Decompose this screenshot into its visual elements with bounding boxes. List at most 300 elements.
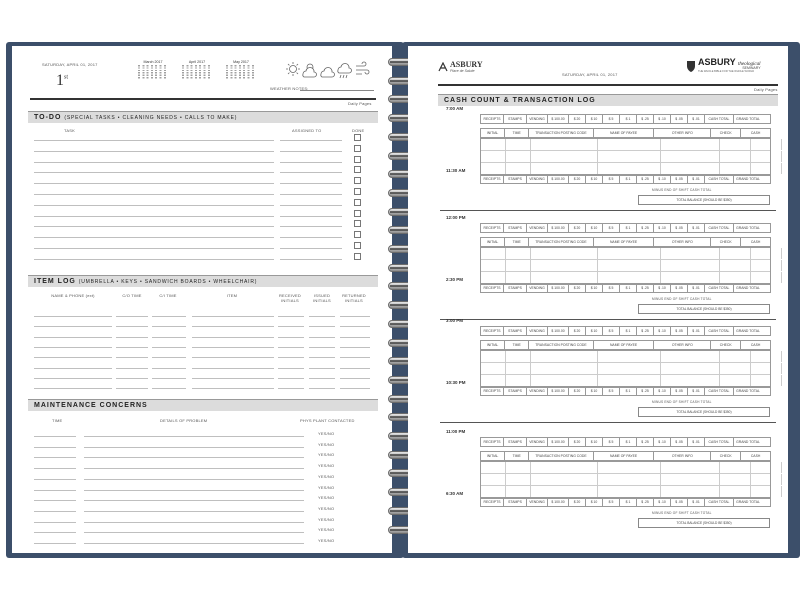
- item-log-cell-line[interactable]: [278, 368, 304, 369]
- count-col-label: STAMPS: [504, 284, 527, 292]
- txn-col-label: CHECK: [711, 129, 741, 137]
- minus-shift-label: MINUS END OF SHIFT CASH TOTAL: [652, 188, 712, 192]
- count-col-label: $ .25: [637, 438, 654, 446]
- maint-yes-no[interactable]: YES/NO: [318, 516, 335, 522]
- count-col-label: $ 10: [586, 284, 603, 292]
- todo-task-line[interactable]: [34, 172, 274, 173]
- count-col-label: $ .05: [671, 438, 688, 446]
- count-col-label: STAMPS: [504, 175, 527, 183]
- maint-yes-no[interactable]: YES/NO: [318, 484, 335, 490]
- todo-task-line[interactable]: [34, 259, 274, 260]
- item-log-cell-line[interactable]: [116, 326, 148, 327]
- txn-col-label: CASH: [750, 240, 761, 244]
- txn-col-label: INITIAL: [481, 129, 505, 137]
- total-balance-box[interactable]: TOTAL BALANCE (SHOULD BE $350): [638, 304, 770, 314]
- item-log-cell-line[interactable]: [278, 388, 304, 389]
- maint-details-line[interactable]: [84, 543, 304, 544]
- todo-task-line[interactable]: [34, 183, 274, 184]
- txn-col-label: CHECK: [711, 452, 741, 460]
- cash-count-header: CASH COUNT & TRANSACTION LOG: [438, 94, 778, 106]
- count-col-label: $ 10: [586, 115, 603, 123]
- count-col-label: $ 10: [586, 327, 603, 335]
- cloud-icon: [321, 67, 335, 77]
- count-col-label: STAMPS: [504, 115, 527, 123]
- wind-icon: [356, 62, 369, 74]
- todo-task-line[interactable]: [34, 140, 274, 141]
- maintenance-header: MAINTENANCE CONCERNS: [28, 399, 378, 411]
- count-col-label: GRAND TOTAL: [736, 226, 760, 230]
- count-col-label: $ 20: [569, 224, 586, 232]
- todo-assigned-line[interactable]: [280, 140, 342, 141]
- maint-yes-no[interactable]: YES/NO: [318, 452, 335, 458]
- weather-icons: [284, 60, 370, 80]
- count-col-label: $ .01: [688, 498, 705, 506]
- item-log-cell-line[interactable]: [309, 388, 335, 389]
- item-log-cell-line[interactable]: [278, 378, 304, 379]
- maint-yes-no[interactable]: YES/NO: [318, 495, 335, 501]
- count-col-label: VENDING: [527, 175, 548, 183]
- count-col-label: $ .25: [637, 175, 654, 183]
- item-log-cell-line[interactable]: [309, 378, 335, 379]
- shift-block: [480, 437, 771, 547]
- maint-time-line[interactable]: [34, 457, 76, 458]
- sun-icon: [286, 62, 300, 76]
- count-col-label: $ 20: [569, 284, 586, 292]
- maint-yes-no[interactable]: YES/NO: [318, 441, 335, 447]
- count-col-label: $ .05: [671, 327, 688, 335]
- transaction-header: [480, 128, 771, 138]
- txn-col-label: TIME: [505, 238, 529, 246]
- todo-done-checkbox[interactable]: [354, 199, 361, 206]
- count-col-label: $ 100.00: [548, 438, 569, 446]
- todo-task-line[interactable]: [34, 205, 274, 206]
- total-balance-box[interactable]: TOTAL BALANCE (SHOULD BE $350): [638, 407, 770, 417]
- start-count-header: [480, 437, 771, 447]
- shift-start-time: 7:00 AM: [446, 106, 464, 111]
- item-log-cell-line[interactable]: [192, 337, 274, 338]
- transaction-row[interactable]: [481, 351, 770, 363]
- item-log-cell-line[interactable]: [34, 316, 112, 317]
- count-col-label: $ .25: [637, 284, 654, 292]
- item-log-cell-line[interactable]: [278, 337, 304, 338]
- partly-cloudy-icon: [303, 64, 317, 77]
- maint-time-line[interactable]: [34, 500, 76, 501]
- count-col-label: GRAND TOTAL: [736, 329, 760, 333]
- maint-time-line[interactable]: [34, 436, 76, 437]
- transaction-row[interactable]: [481, 139, 770, 151]
- item-log-cell-line[interactable]: [34, 357, 112, 358]
- count-col-label: CASH TOTAL: [705, 175, 734, 183]
- item-log-cell-line[interactable]: [116, 357, 148, 358]
- item-log-cell-line[interactable]: [278, 347, 304, 348]
- count-col-label: $ .01: [688, 327, 705, 335]
- count-col-label: STAMPS: [504, 387, 527, 395]
- count-col-label: $ 5: [603, 438, 620, 446]
- count-col-label: $ 1: [620, 498, 637, 506]
- todo-assigned-line[interactable]: [280, 183, 342, 184]
- count-col-label: $ 100.00: [548, 327, 569, 335]
- count-col-label: $ 1: [620, 175, 637, 183]
- item-log-cell-line[interactable]: [116, 368, 148, 369]
- txn-col-label: TRANSACTION POSTING CODE: [529, 129, 594, 137]
- todo-header: TO-DO (SPECIAL TASKS • CLEANING NEEDS • CALLS TO MAKE): [28, 111, 378, 123]
- count-col-label: $ .10: [654, 387, 671, 395]
- txn-col-label: INITIAL: [481, 452, 505, 460]
- count-col-label: $ 1: [620, 284, 637, 292]
- count-col-label: CASH TOTAL: [705, 284, 734, 292]
- todo-assigned-line[interactable]: [280, 237, 342, 238]
- transaction-row[interactable]: [481, 260, 770, 272]
- todo-assigned-line[interactable]: [280, 162, 342, 163]
- item-col-item: ITEM: [226, 293, 238, 298]
- item-log-cell-line[interactable]: [309, 357, 335, 358]
- maint-yes-no[interactable]: YES/NO: [318, 505, 335, 511]
- todo-assigned-line[interactable]: [280, 172, 342, 173]
- count-col-label: RECEIPTS: [481, 115, 504, 123]
- transaction-row[interactable]: [481, 474, 770, 486]
- txn-col-label: OTHER INFO: [654, 129, 711, 137]
- transaction-row[interactable]: [481, 363, 770, 375]
- todo-done-checkbox[interactable]: [354, 166, 361, 173]
- count-col-label: RECEIPTS: [481, 284, 504, 292]
- total-balance-box[interactable]: TOTAL BALANCE (SHOULD BE $350): [638, 518, 770, 528]
- total-balance-box[interactable]: TOTAL BALANCE (SHOULD BE $350): [638, 195, 770, 205]
- todo-done-checkbox[interactable]: [354, 177, 361, 184]
- rain-cloud-icon: [338, 63, 352, 78]
- todo-assigned-line[interactable]: [280, 194, 342, 195]
- minus-shift-label: MINUS END OF SHIFT CASH TOTAL: [652, 400, 712, 404]
- count-col-label: GRAND TOTAL: [736, 389, 760, 393]
- txn-col-label: CHECK: [711, 238, 741, 246]
- transaction-grid[interactable]: [480, 461, 771, 499]
- count-col-label: $ 5: [603, 175, 620, 183]
- todo-assigned-line[interactable]: [280, 226, 342, 227]
- item-col-co-time: C/O TIME: [122, 293, 142, 298]
- item-log-cell-line[interactable]: [278, 357, 304, 358]
- item-log-cell-line[interactable]: [340, 347, 370, 348]
- count-col-label: CASH TOTAL: [705, 224, 734, 232]
- todo-col-done: DONE: [352, 128, 365, 133]
- shift-block: [480, 223, 771, 333]
- asbury-a-icon: [438, 62, 448, 72]
- count-col-label: $ .01: [688, 438, 705, 446]
- count-col-label: $ 5: [603, 498, 620, 506]
- item-log-cell-line[interactable]: [278, 316, 304, 317]
- end-count-header: [480, 497, 771, 507]
- minus-shift-label: MINUS END OF SHIFT CASH TOTAL: [652, 511, 712, 515]
- count-col-label: $ 20: [569, 327, 586, 335]
- txn-col-label: TIME: [505, 341, 529, 349]
- maint-details-line[interactable]: [84, 457, 304, 458]
- maint-time-line[interactable]: [34, 479, 76, 480]
- todo-done-checkbox[interactable]: [354, 156, 361, 163]
- count-col-label: $ .01: [688, 224, 705, 232]
- count-col-label: $ 1: [620, 438, 637, 446]
- todo-done-checkbox[interactable]: [354, 253, 361, 260]
- maint-details-line[interactable]: [84, 490, 304, 491]
- todo-done-checkbox[interactable]: [354, 242, 361, 249]
- transaction-grid[interactable]: [480, 247, 771, 285]
- item-log-cell-line[interactable]: [116, 337, 148, 338]
- count-col-label: $ 10: [586, 175, 603, 183]
- item-log-cell-line[interactable]: [309, 368, 335, 369]
- item-log-cell-line[interactable]: [116, 388, 148, 389]
- count-col-label: CASH TOTAL: [705, 387, 734, 395]
- maint-details-line[interactable]: [84, 447, 304, 448]
- item-log-cell-line[interactable]: [309, 326, 335, 327]
- count-col-label: GRAND TOTAL: [736, 177, 760, 181]
- shift-separator: [440, 422, 776, 423]
- todo-task-line[interactable]: [34, 226, 274, 227]
- maint-details-line[interactable]: [84, 500, 304, 501]
- maint-yes-no[interactable]: YES/NO: [318, 527, 335, 533]
- count-col-label: GRAND TOTAL: [736, 117, 760, 121]
- count-col-label: $ .05: [671, 224, 688, 232]
- txn-col-label: NAME OF PAYEE: [594, 238, 655, 246]
- count-col-label: RECEIPTS: [481, 438, 504, 446]
- count-col-label: $ .05: [671, 284, 688, 292]
- shield-icon: [686, 60, 696, 72]
- count-col-label: $ .01: [688, 284, 705, 292]
- item-log-cell-line[interactable]: [152, 347, 186, 348]
- maint-yes-no[interactable]: YES/NO: [318, 431, 335, 436]
- count-col-label: $ 10: [586, 224, 603, 232]
- todo-task-line[interactable]: [34, 194, 274, 195]
- shift-start-time: 12:00 PM: [446, 215, 466, 220]
- count-col-label: RECEIPTS: [481, 498, 504, 506]
- count-col-label: VENDING: [527, 498, 548, 506]
- mini-calendar-march: March 2017: [138, 60, 168, 80]
- item-log-cell-line[interactable]: [340, 316, 370, 317]
- maint-time-line[interactable]: [34, 511, 76, 512]
- txn-col-label: OTHER INFO: [654, 238, 711, 246]
- todo-col-task: TASK: [64, 128, 75, 133]
- item-log-cell-line[interactable]: [116, 378, 148, 379]
- todo-assigned-line[interactable]: [280, 259, 342, 260]
- item-log-cell-line[interactable]: [34, 378, 112, 379]
- maint-yes-no[interactable]: YES/NO: [318, 463, 335, 469]
- maint-details-line[interactable]: [84, 436, 304, 437]
- transaction-row[interactable]: [481, 151, 770, 163]
- count-col-label: $ 20: [569, 438, 586, 446]
- count-col-label: $ 10: [586, 498, 603, 506]
- start-count-header: [480, 326, 771, 336]
- maint-details-line[interactable]: [84, 532, 304, 533]
- transaction-grid[interactable]: [480, 350, 771, 388]
- todo-done-checkbox[interactable]: [354, 145, 361, 152]
- item-log-cell-line[interactable]: [34, 347, 112, 348]
- item-log-cell-line[interactable]: [34, 326, 112, 327]
- end-count-header: [480, 174, 771, 184]
- minus-shift-label: MINUS END OF SHIFT CASH TOTAL: [652, 297, 712, 301]
- count-col-label: $ .10: [654, 498, 671, 506]
- count-col-label: $ .10: [654, 115, 671, 123]
- item-log-cell-line[interactable]: [34, 388, 112, 389]
- count-col-label: $ .01: [688, 175, 705, 183]
- item-log-cell-line[interactable]: [278, 326, 304, 327]
- maint-time-line[interactable]: [34, 532, 76, 533]
- maint-details-line[interactable]: [84, 511, 304, 512]
- maint-yes-no[interactable]: YES/NO: [318, 473, 335, 479]
- item-log-cell-line[interactable]: [340, 326, 370, 327]
- item-log-cell-line[interactable]: [116, 347, 148, 348]
- maint-details-line[interactable]: [84, 468, 304, 469]
- shift-end-time: 2:30 PM: [446, 277, 464, 282]
- count-col-label: $ .05: [671, 498, 688, 506]
- maint-time-line[interactable]: [34, 468, 76, 469]
- todo-done-checkbox[interactable]: [354, 188, 361, 195]
- count-col-label: $ 20: [569, 175, 586, 183]
- mini-calendar-may: May 2017: [226, 60, 256, 80]
- count-col-label: VENDING: [527, 115, 548, 123]
- shift-start-time: 11:00 PM: [446, 429, 466, 434]
- todo-task-line[interactable]: [34, 216, 274, 217]
- count-col-label: $ .01: [688, 387, 705, 395]
- count-col-label: $ 20: [569, 498, 586, 506]
- item-col-issued: ISSUED INITIALS: [313, 293, 331, 303]
- end-count-header: [480, 386, 771, 396]
- todo-task-line[interactable]: [34, 248, 274, 249]
- daily-pages-label: Daily Pages: [348, 101, 372, 106]
- count-col-label: $ 1: [620, 327, 637, 335]
- item-log-cell-line[interactable]: [192, 368, 274, 369]
- count-col-label: $ .10: [654, 327, 671, 335]
- count-col-label: $ .25: [637, 327, 654, 335]
- todo-assigned-line[interactable]: [280, 151, 342, 152]
- item-log-cell-line[interactable]: [192, 388, 274, 389]
- maint-time-line[interactable]: [34, 543, 76, 544]
- maint-details-line[interactable]: [84, 522, 304, 523]
- item-log-cell-line[interactable]: [340, 357, 370, 358]
- todo-done-checkbox[interactable]: [354, 231, 361, 238]
- maint-time-line[interactable]: [34, 447, 76, 448]
- item-log-cell-line[interactable]: [152, 326, 186, 327]
- item-log-cell-line[interactable]: [192, 347, 274, 348]
- count-col-label: $ .10: [654, 438, 671, 446]
- item-log-cell-line[interactable]: [34, 368, 112, 369]
- item-log-cell-line[interactable]: [309, 347, 335, 348]
- txn-col-label: TIME: [505, 129, 529, 137]
- todo-assigned-line[interactable]: [280, 248, 342, 249]
- item-log-cell-line[interactable]: [340, 337, 370, 338]
- maint-col-contacted: PHYS PLANT CONTACTED: [300, 418, 355, 423]
- mini-calendar-april: April 2017: [182, 60, 212, 80]
- transaction-row[interactable]: [481, 462, 770, 474]
- todo-assigned-line[interactable]: [280, 216, 342, 217]
- count-col-label: $ .25: [637, 387, 654, 395]
- item-log-cell-line[interactable]: [34, 337, 112, 338]
- todo-task-line[interactable]: [34, 162, 274, 163]
- maint-time-line[interactable]: [34, 522, 76, 523]
- item-log-cell-line[interactable]: [152, 337, 186, 338]
- transaction-grid[interactable]: [480, 138, 771, 176]
- item-col-ci-time: C/I TIME: [159, 293, 177, 298]
- todo-assigned-line[interactable]: [280, 205, 342, 206]
- count-col-label: $ .10: [654, 284, 671, 292]
- count-col-label: STAMPS: [504, 224, 527, 232]
- count-col-label: $ 5: [603, 284, 620, 292]
- item-log-cell-line[interactable]: [340, 378, 370, 379]
- item-log-cell-line[interactable]: [192, 326, 274, 327]
- count-col-label: $ 1: [620, 115, 637, 123]
- count-col-label: $ 100.00: [548, 224, 569, 232]
- todo-done-checkbox[interactable]: [354, 134, 361, 141]
- item-log-cell-line[interactable]: [152, 388, 186, 389]
- count-col-label: $ 1: [620, 224, 637, 232]
- day-number: 1st: [56, 72, 69, 89]
- item-col-name: NAME & PHONE (ext): [51, 293, 95, 298]
- maint-yes-no[interactable]: YES/NO: [318, 538, 335, 543]
- right-header-rule: [438, 84, 778, 86]
- item-log-cell-line[interactable]: [152, 316, 186, 317]
- count-col-label: VENDING: [527, 224, 548, 232]
- maint-time-line[interactable]: [34, 490, 76, 491]
- count-col-label: $ .01: [688, 115, 705, 123]
- txn-col-label: TRANSACTION POSTING CODE: [529, 238, 594, 246]
- count-col-label: RECEIPTS: [481, 175, 504, 183]
- item-log-cell-line[interactable]: [152, 368, 186, 369]
- count-col-label: $ .25: [637, 224, 654, 232]
- asbury-logo-right: ASBURY theological SEMINARY THE WHOLE BIBLE FOR THE WHOLE WORLD: [686, 58, 761, 73]
- shift-block: [480, 114, 771, 224]
- item-log-cell-line[interactable]: [309, 316, 335, 317]
- shift-end-time: 6:30 AM: [446, 491, 464, 496]
- item-log-cell-line[interactable]: [309, 337, 335, 338]
- txn-col-label: INITIAL: [481, 341, 505, 349]
- todo-task-line[interactable]: [34, 237, 274, 238]
- count-col-label: $ 100.00: [548, 284, 569, 292]
- txn-col-label: OTHER INFO: [654, 452, 711, 460]
- left-date: SATURDAY, APRIL 01, 2017: [42, 62, 98, 67]
- item-col-returned: RETURNED INITIALS: [342, 293, 366, 303]
- count-col-label: STAMPS: [504, 438, 527, 446]
- todo-col-assigned: ASSIGNED TO: [292, 128, 322, 133]
- txn-col-label: INITIAL: [481, 238, 505, 246]
- txn-col-label: NAME OF PAYEE: [594, 129, 655, 137]
- maint-details-line[interactable]: [84, 479, 304, 480]
- todo-done-checkbox[interactable]: [354, 210, 361, 217]
- count-col-label: RECEIPTS: [481, 387, 504, 395]
- item-log-cell-line[interactable]: [152, 378, 186, 379]
- todo-task-line[interactable]: [34, 151, 274, 152]
- txn-col-label: NAME OF PAYEE: [594, 452, 655, 460]
- weather-notes-label: WEATHER NOTES:: [270, 86, 309, 91]
- shift-separator: [440, 210, 776, 211]
- item-log-cell-line[interactable]: [116, 316, 148, 317]
- item-log-cell-line[interactable]: [192, 357, 274, 358]
- item-log-cell-line[interactable]: [192, 378, 274, 379]
- txn-col-label: CASH: [750, 343, 761, 347]
- count-col-label: $ .05: [671, 115, 688, 123]
- count-col-label: CASH TOTAL: [705, 115, 734, 123]
- item-log-cell-line[interactable]: [340, 388, 370, 389]
- start-count-header: [480, 223, 771, 233]
- item-log-cell-line[interactable]: [152, 357, 186, 358]
- count-col-label: $ 5: [603, 115, 620, 123]
- header-rule: [30, 98, 376, 100]
- item-log-cell-line[interactable]: [340, 368, 370, 369]
- count-col-label: STAMPS: [504, 327, 527, 335]
- count-col-label: VENDING: [527, 284, 548, 292]
- maint-col-details: DETAILS OF PROBLEM: [160, 418, 208, 423]
- todo-done-checkbox[interactable]: [354, 220, 361, 227]
- count-col-label: $ .10: [654, 224, 671, 232]
- transaction-row[interactable]: [481, 248, 770, 260]
- item-log-cell-line[interactable]: [192, 316, 274, 317]
- count-col-label: CASH TOTAL: [705, 438, 734, 446]
- count-col-label: $ 5: [603, 224, 620, 232]
- count-col-label: $ 5: [603, 387, 620, 395]
